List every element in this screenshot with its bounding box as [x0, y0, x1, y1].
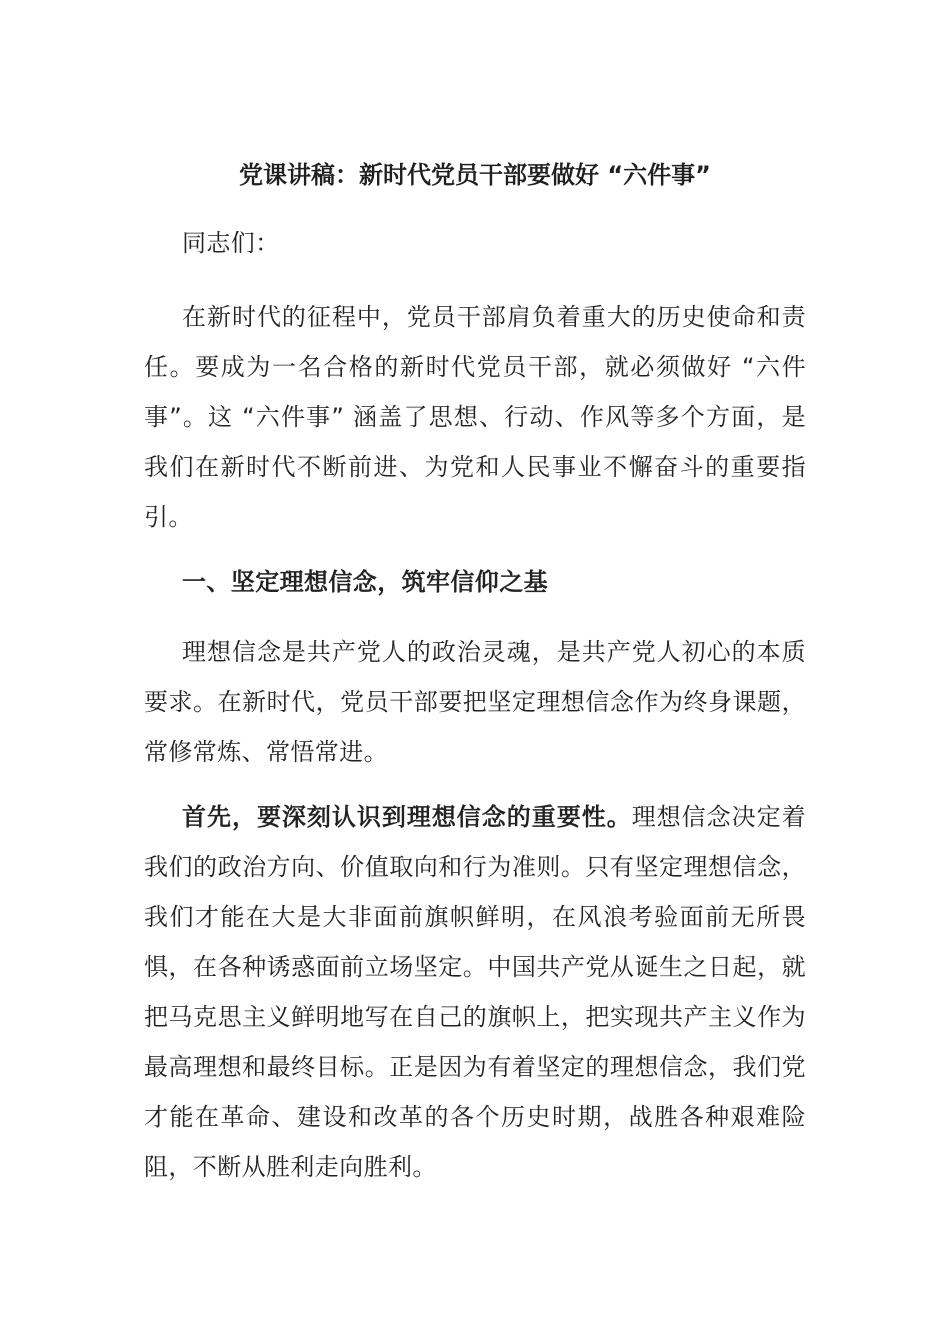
point-lead: 首先，要深刻认识到理想信念的重要性。: [182, 803, 632, 831]
point-paragraph: [144, 792, 806, 1192]
section-heading: 一、坚定理想信念，筑牢信仰之基: [182, 568, 548, 596]
section-paragraph: 理想信念是共产党人的政治灵魂，是共产党人初心的本质要求。在新时代，党员干部要把坚定理想信念作为终身课题，常修常炼、常悟常进。: [144, 638, 806, 766]
greeting: 同志们：: [182, 229, 280, 257]
document-page: [144, 150, 806, 1207]
document-title: 党课讲稿：新时代党员干部要做好 “六件事”: [239, 161, 711, 189]
intro-paragraph: 在新时代的征程中，党员干部肩负着重大的历史使命和责任。要成为一名合格的新时代党员干部，就必须做好 “六件事”。这 “六件事” 涵盖了思想、行动、作风等多个方面，是我们在新时代不断前进、为党和人民事业不懈奋斗的重要指引。: [144, 303, 806, 531]
point-body: 理想信念决定着我们的政治方向、价值取向和行为准则。只有坚定理想信念，我们才能在大是大非面前旗帜鲜明，在风浪考验面前无所畏惧，在各种诱惑面前立场坚定。中国共产党从诞生之日起，就把马克思主义鲜明地写在自己的旗帜上，把实现共产主义作为最高理想和最终目标。正是因为有着坚定的理想信念，我们党才能在革命、建设和改革的各个历史时期，战胜各种艰难险阻，不断从胜利走向胜利。: [144, 803, 806, 1181]
